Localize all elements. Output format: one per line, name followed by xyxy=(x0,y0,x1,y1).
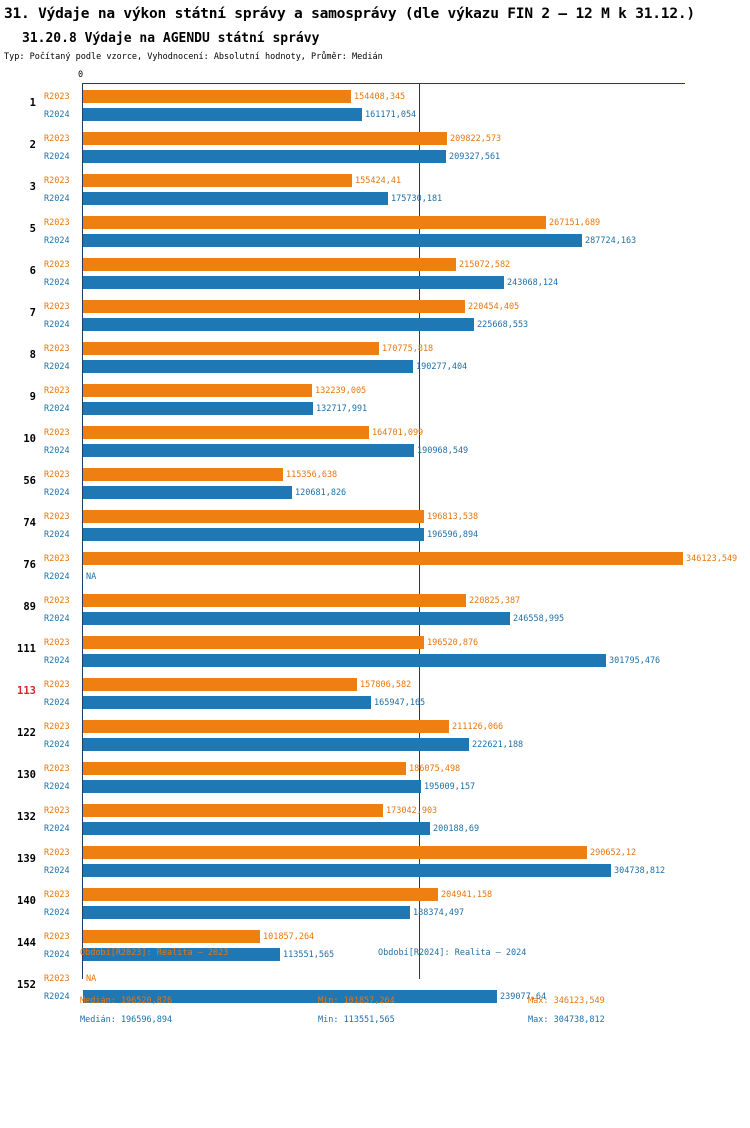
chart-bar-row xyxy=(0,383,750,399)
bar-value-label: 267151,689 xyxy=(549,218,601,228)
chart-bar[interactable] xyxy=(83,906,410,919)
bar-value-label: 211126,066 xyxy=(452,722,504,732)
bar-value-label: 101857,264 xyxy=(263,932,315,942)
series-label: R2023 xyxy=(44,974,70,984)
chart-bar-row xyxy=(0,653,750,669)
chart-group xyxy=(0,129,750,171)
bar-value-label: 287724,163 xyxy=(585,236,637,246)
chart-group xyxy=(0,717,750,759)
chart-bar-row xyxy=(0,485,750,501)
chart-bar-row xyxy=(0,257,750,273)
bar-value-label: 188374,497 xyxy=(413,908,465,918)
chart-bar[interactable] xyxy=(83,360,413,373)
stat-median-2024: Medián: 196596,894 xyxy=(80,1015,173,1025)
chart-bar-row xyxy=(0,803,750,819)
chart-type-line: Typ: Počítaný podle vzorce, Vyhodnocení: Absolutní hodnoty, Průměr: Medián xyxy=(4,52,383,62)
value-na: NA xyxy=(86,572,97,582)
chart-group xyxy=(0,171,750,213)
chart-group xyxy=(0,255,750,297)
series-label: R2024 xyxy=(44,698,70,708)
chart-group xyxy=(0,507,750,549)
bar-value-label: 200188,69 xyxy=(433,824,480,834)
page-title: 31. Výdaje na výkon státní správy a samosprávy (dle výkazu FIN 2 – 12 M k 31.12.) xyxy=(4,6,695,22)
category-label: 144 xyxy=(17,937,36,949)
chart-bar[interactable] xyxy=(83,342,379,355)
series-label: R2023 xyxy=(44,302,70,312)
bar-value-label: 161171,054 xyxy=(365,110,417,120)
chart-bar[interactable] xyxy=(83,132,447,145)
series-label: R2024 xyxy=(44,782,70,792)
series-label: R2023 xyxy=(44,260,70,270)
chart-group xyxy=(0,759,750,801)
bar-value-label: 304738,812 xyxy=(614,866,666,876)
chart-bar-row xyxy=(0,719,750,735)
series-label: R2024 xyxy=(44,656,70,666)
chart-group xyxy=(0,633,750,675)
chart-bar[interactable] xyxy=(83,300,465,313)
series-label: R2023 xyxy=(44,134,70,144)
series-label: R2024 xyxy=(44,614,70,624)
series-label: R2023 xyxy=(44,554,70,564)
chart-bar-row xyxy=(0,401,750,417)
bar-value-label: 157806,582 xyxy=(360,680,412,690)
bar-value-label: 170775,818 xyxy=(382,344,434,354)
chart-bar-row xyxy=(0,695,750,711)
axis-zero-label: 0 xyxy=(78,70,84,80)
chart-group xyxy=(0,297,750,339)
chart-group xyxy=(0,423,750,465)
chart-bar[interactable] xyxy=(83,444,414,457)
series-label: R2023 xyxy=(44,386,70,396)
chart-bar-row xyxy=(0,443,750,459)
chart-bar-row xyxy=(0,233,750,249)
bar-value-label: 204941,158 xyxy=(441,890,493,900)
chart-group xyxy=(0,381,750,423)
chart-group xyxy=(0,843,750,885)
series-label: R2023 xyxy=(44,176,70,186)
chart-bar-row xyxy=(0,677,750,693)
bar-value-label: 175730,181 xyxy=(391,194,443,204)
bar-value-label: 196596,894 xyxy=(427,530,479,540)
bar-value-label: 209822,573 xyxy=(450,134,502,144)
chart-bar[interactable] xyxy=(83,738,469,751)
bar-value-label: 173042,903 xyxy=(386,806,438,816)
chart-bar[interactable] xyxy=(83,234,582,247)
series-label: R2023 xyxy=(44,806,70,816)
category-label: 76 xyxy=(23,559,36,571)
category-label: 130 xyxy=(17,769,36,781)
series-label: R2023 xyxy=(44,344,70,354)
chart-subtitle: 31.20.8 Výdaje na AGENDU státní správy xyxy=(22,31,320,46)
chart-bar-row xyxy=(0,971,750,987)
chart-bar[interactable] xyxy=(83,864,611,877)
category-label: 9 xyxy=(29,391,36,403)
chart-bar-row xyxy=(0,89,750,105)
series-label: R2024 xyxy=(44,530,70,540)
chart-group xyxy=(0,549,750,591)
chart-bar-row xyxy=(0,527,750,543)
chart-bar[interactable] xyxy=(83,594,466,607)
category-label: 74 xyxy=(23,517,36,529)
bar-value-label: 115356,638 xyxy=(286,470,338,480)
chart-bar-row xyxy=(0,317,750,333)
category-label: 140 xyxy=(17,895,36,907)
series-label: R2024 xyxy=(44,236,70,246)
chart-bar[interactable] xyxy=(83,696,371,709)
series-label: R2023 xyxy=(44,680,70,690)
stat-max-2023: Max: 346123,549 xyxy=(528,996,605,1006)
series-label: R2024 xyxy=(44,404,70,414)
chart-bar[interactable] xyxy=(83,930,260,943)
chart-bar[interactable] xyxy=(83,612,510,625)
series-label: R2024 xyxy=(44,110,70,120)
chart-bar[interactable] xyxy=(83,150,446,163)
chart-bar-row xyxy=(0,131,750,147)
bar-value-label: 196813,538 xyxy=(427,512,479,522)
bar-value-label: 154408,345 xyxy=(354,92,406,102)
category-label: 152 xyxy=(17,979,36,991)
chart-group xyxy=(0,87,750,129)
chart-bar[interactable] xyxy=(83,174,352,187)
bar-value-label: 190277,404 xyxy=(416,362,468,372)
chart-bar-row xyxy=(0,551,750,567)
chart-bar-row xyxy=(0,215,750,231)
value-na: NA xyxy=(86,974,97,984)
category-label: 139 xyxy=(17,853,36,865)
chart-bar[interactable] xyxy=(83,636,424,649)
bar-value-label: 132239,005 xyxy=(315,386,367,396)
category-label: 113 xyxy=(17,685,36,697)
bar-value-label: 195009,157 xyxy=(424,782,476,792)
chart-bar[interactable] xyxy=(83,216,546,229)
category-label: 7 xyxy=(29,307,36,319)
chart-bar-row xyxy=(0,425,750,441)
chart-bar[interactable] xyxy=(83,720,449,733)
bar-value-label: 196520,876 xyxy=(427,638,479,648)
chart-bar[interactable] xyxy=(83,384,312,397)
chart-group xyxy=(0,675,750,717)
chart-bar-row xyxy=(0,107,750,123)
series-label: R2024 xyxy=(44,488,70,498)
chart-bar[interactable] xyxy=(83,510,424,523)
series-label: R2024 xyxy=(44,152,70,162)
chart-bar-row xyxy=(0,299,750,315)
series-label: R2024 xyxy=(44,320,70,330)
chart-bar[interactable] xyxy=(83,762,406,775)
chart-group xyxy=(0,801,750,843)
series-label: R2024 xyxy=(44,740,70,750)
category-label: 122 xyxy=(17,727,36,739)
series-label: R2024 xyxy=(44,572,70,582)
chart-bar-row xyxy=(0,779,750,795)
chart-bar[interactable] xyxy=(83,318,474,331)
series-label: R2024 xyxy=(44,908,70,918)
chart-bar[interactable] xyxy=(83,108,362,121)
chart-bar-row xyxy=(0,149,750,165)
chart-bar[interactable] xyxy=(83,846,587,859)
bar-value-label: 246558,995 xyxy=(513,614,565,624)
stat-min-2024: Min: 113551,565 xyxy=(318,1015,395,1025)
chart-group xyxy=(0,591,750,633)
legend-item-2023: Období[R2023]: Realita – 2023 xyxy=(80,948,229,958)
bar-value-label: 301795,476 xyxy=(609,656,661,666)
chart-bar-row xyxy=(0,191,750,207)
chart-bar-row xyxy=(0,467,750,483)
series-label: R2023 xyxy=(44,596,70,606)
chart-bar[interactable] xyxy=(83,402,313,415)
bar-value-label: 215072,582 xyxy=(459,260,511,270)
series-label: R2023 xyxy=(44,512,70,522)
series-label: R2024 xyxy=(44,278,70,288)
series-label: R2023 xyxy=(44,722,70,732)
category-label: 10 xyxy=(23,433,36,445)
chart-bar[interactable] xyxy=(83,486,292,499)
chart-bar[interactable] xyxy=(83,780,421,793)
chart-bar[interactable] xyxy=(83,258,456,271)
category-label: 111 xyxy=(17,643,36,655)
chart-bar[interactable] xyxy=(83,276,504,289)
series-label: R2024 xyxy=(44,194,70,204)
series-label: R2024 xyxy=(44,446,70,456)
series-label: R2023 xyxy=(44,92,70,102)
bar-value-label: 222621,188 xyxy=(472,740,524,750)
series-label: R2024 xyxy=(44,824,70,834)
series-label: R2023 xyxy=(44,428,70,438)
chart-bar[interactable] xyxy=(83,468,283,481)
chart-bar-row xyxy=(0,569,750,585)
series-label: R2024 xyxy=(44,866,70,876)
chart-bar-row xyxy=(0,737,750,753)
chart-area xyxy=(0,70,750,1000)
category-label: 6 xyxy=(29,265,36,277)
chart-bar-row xyxy=(0,845,750,861)
stat-min-2023: Min: 101857,264 xyxy=(318,996,395,1006)
chart-bar[interactable] xyxy=(83,654,606,667)
series-label: R2023 xyxy=(44,848,70,858)
chart-bar[interactable] xyxy=(83,888,438,901)
bar-value-label: 120681,826 xyxy=(295,488,347,498)
chart-bar-row xyxy=(0,611,750,627)
series-label: R2024 xyxy=(44,950,70,960)
category-label: 5 xyxy=(29,223,36,235)
chart-bar-row xyxy=(0,509,750,525)
category-label: 2 xyxy=(29,139,36,151)
chart-bar-row xyxy=(0,173,750,189)
bar-value-label: 220454,405 xyxy=(468,302,520,312)
chart-group xyxy=(0,213,750,255)
chart-stats xyxy=(0,996,750,1034)
chart-bar-row xyxy=(0,905,750,921)
chart-bar-row xyxy=(0,863,750,879)
chart-bar-row xyxy=(0,275,750,291)
bar-value-label: 190968,549 xyxy=(417,446,469,456)
stat-median-2023: Medián: 196520,876 xyxy=(80,996,173,1006)
chart-bar[interactable] xyxy=(83,90,351,103)
chart-bar-row xyxy=(0,929,750,945)
stat-max-2024: Max: 304738,812 xyxy=(528,1015,605,1025)
chart-bar-row xyxy=(0,887,750,903)
bar-value-label: 209327,561 xyxy=(449,152,501,162)
chart-bar-row xyxy=(0,761,750,777)
series-label: R2024 xyxy=(44,992,70,1002)
bar-value-label: 220825,387 xyxy=(469,596,521,606)
bar-value-label: 243068,124 xyxy=(507,278,559,288)
series-label: R2023 xyxy=(44,638,70,648)
series-label: R2024 xyxy=(44,362,70,372)
series-label: R2023 xyxy=(44,932,70,942)
chart-bar[interactable] xyxy=(83,822,430,835)
series-label: R2023 xyxy=(44,218,70,228)
chart-plot xyxy=(0,83,750,1000)
bar-value-label: 346123,549 xyxy=(686,554,738,564)
chart-bar[interactable] xyxy=(83,192,388,205)
series-label: R2023 xyxy=(44,890,70,900)
chart-bar-row xyxy=(0,341,750,357)
bar-value-label: 239077,64 xyxy=(500,992,547,1002)
series-label: R2023 xyxy=(44,764,70,774)
bar-value-label: 186075,498 xyxy=(409,764,461,774)
chart-bar[interactable] xyxy=(83,528,424,541)
chart-bar[interactable] xyxy=(83,426,369,439)
chart-bar-row xyxy=(0,359,750,375)
bar-value-label: 113551,565 xyxy=(283,950,335,960)
category-label: 56 xyxy=(23,475,36,487)
chart-group xyxy=(0,339,750,381)
bar-value-label: 155424,41 xyxy=(355,176,402,186)
category-label: 3 xyxy=(29,181,36,193)
chart-bar[interactable] xyxy=(83,552,683,565)
bar-value-label: 132717,991 xyxy=(316,404,368,414)
category-label: 8 xyxy=(29,349,36,361)
category-label: 132 xyxy=(17,811,36,823)
chart-group xyxy=(0,465,750,507)
bar-value-label: 290652,12 xyxy=(590,848,637,858)
bar-value-label: 225668,553 xyxy=(477,320,529,330)
chart-bar-row xyxy=(0,635,750,651)
series-label: R2023 xyxy=(44,470,70,480)
bar-value-label: 165947,165 xyxy=(374,698,426,708)
chart-bar[interactable] xyxy=(83,678,357,691)
legend-item-2024: Období[R2024]: Realita – 2024 xyxy=(378,948,527,958)
chart-bar-row xyxy=(0,593,750,609)
chart-legend xyxy=(0,948,750,962)
category-label: 89 xyxy=(23,601,36,613)
chart-bar-row xyxy=(0,821,750,837)
category-label: 1 xyxy=(29,97,36,109)
bar-value-label: 164701,099 xyxy=(372,428,424,438)
chart-group xyxy=(0,885,750,927)
axis-top-line xyxy=(82,83,685,84)
chart-bar[interactable] xyxy=(83,804,383,817)
